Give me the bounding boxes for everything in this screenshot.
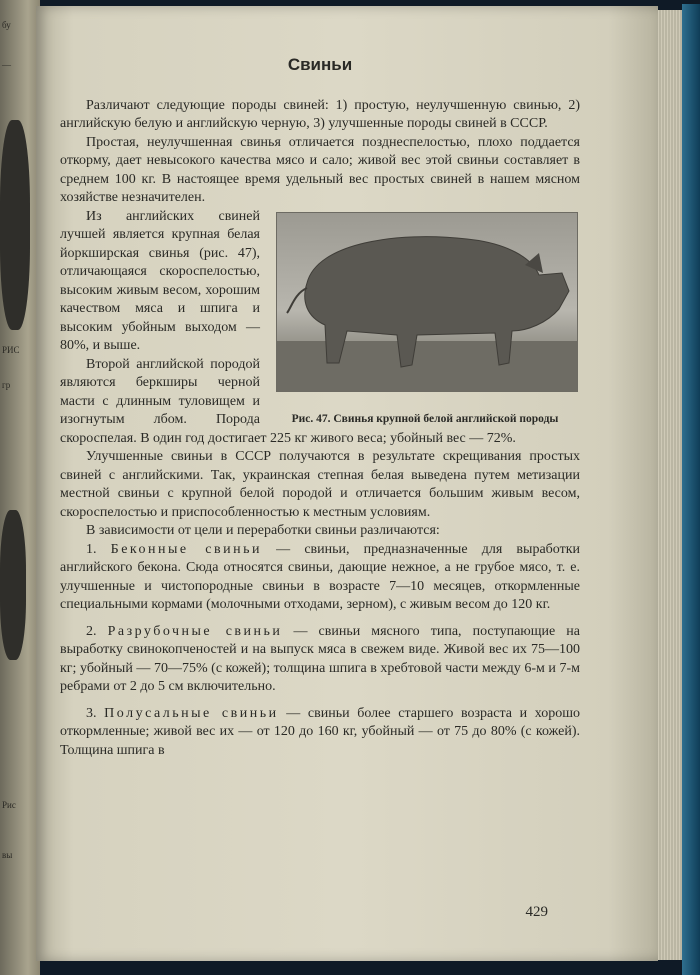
list-item	[60, 705, 580, 761]
left-page-image-fragment	[0, 510, 26, 660]
list-item	[60, 541, 580, 615]
item-term: Беконные свиньи	[110, 541, 262, 557]
page-number: 429	[525, 904, 548, 920]
figure-caption: Рис. 47. Свинья крупной белой английской породы	[291, 412, 559, 425]
paragraph: Второй английской породой являются беркширы черной масти с длинным туловищем и изогнутым лбом. Порода скороспелая. В один год достигает 225 кг живого веса; убойный вес — 72%.	[60, 356, 516, 446]
item-term: Полусальные свиньи	[104, 705, 279, 721]
left-page-text-fragment: гр	[2, 380, 11, 390]
paragraph: Из английских свиней лучшей является крупная белая йоркширская свинья (рис. 47), отличающаяся скороспелостью, высоким живым весом, хорошим качеством мяса и шпига и высоким убойным выходом — 80%, и выше.	[60, 208, 260, 353]
item-text: — свиньи мясного типа, поступающие на выработку свинокопченостей и на выпуск мяса в свежем виде. Живой вес их 75—100 кг; убойный — 70—75% (с кожей); толщина шпига в хребтовой части между 6-м и 7-м ребрами от 2 до 5 см включительно.	[60, 623, 580, 694]
book-page	[36, 6, 658, 961]
paragraph: Улучшенные свиньи в СССР получаются в результате скрещивания простых свиней с английскими. Так, украинская степная белая выведена путем метизации местной свиньи с крупной белой породой и отличается большим живым весом, скороспелостью и приспособленностью к местным условиям.	[60, 449, 580, 520]
item-text: — свиньи, предназначенные для выработки английского бекона. Сюда относятся свиньи, дающие нежное, а не грубое мясо, т. е. улучшенные и чистопородные свиньи в возрасте 7—10 месяцев, откормленные специальными кормами (молочными отходами, зерном), с живым весом до 120 кг.	[60, 541, 581, 612]
item-number: 3.	[86, 705, 97, 721]
left-page-text-fragment: Рис	[2, 800, 16, 810]
paragraph: Различают следующие породы свиней: 1) простую, неулучшенную свинью, 2) английскую белую и английскую черную, 3) улучшенные породы свиней в СССР.	[60, 97, 580, 131]
item-term: Разрубочные свиньи	[107, 623, 283, 639]
item-number: 1.	[86, 541, 97, 557]
left-page-text-fragment: бу	[2, 20, 11, 30]
item-text: — свиньи более старшего возраста и хорошо откормленные; живой вес их — от 120 до 160 кг, убойный — от 75 до 80% (с кожей). Толщина шпига в	[60, 705, 580, 758]
page-title: Свиньи	[287, 55, 353, 74]
left-page-text-fragment: вы	[2, 850, 13, 860]
paragraph: Простая, неулучшенная свинья отличается позднеспелостью, плохо поддается откорму, дает невысокого качества мясо и сало; живой вес этой свиньи составляет в среднем 100 кг. В настоящее время удельный вес простых свиней в нашем мясном хозяйстве незначителен.	[60, 134, 580, 205]
left-page-edge	[0, 0, 40, 975]
figure-47	[270, 212, 580, 426]
page-stack-edge	[655, 10, 685, 960]
item-number: 2.	[86, 623, 97, 639]
left-page-image-fragment	[0, 120, 30, 330]
left-page-text-fragment: РИС	[2, 345, 20, 355]
paragraph: В зависимости от цели и переработки свиньи различаются:	[86, 523, 440, 538]
pig-illustration	[277, 213, 577, 391]
page-content	[60, 56, 580, 760]
book-cover	[682, 4, 700, 975]
pig-photo	[276, 212, 578, 392]
list-item	[60, 623, 580, 697]
left-page-text-fragment: —	[2, 60, 11, 70]
